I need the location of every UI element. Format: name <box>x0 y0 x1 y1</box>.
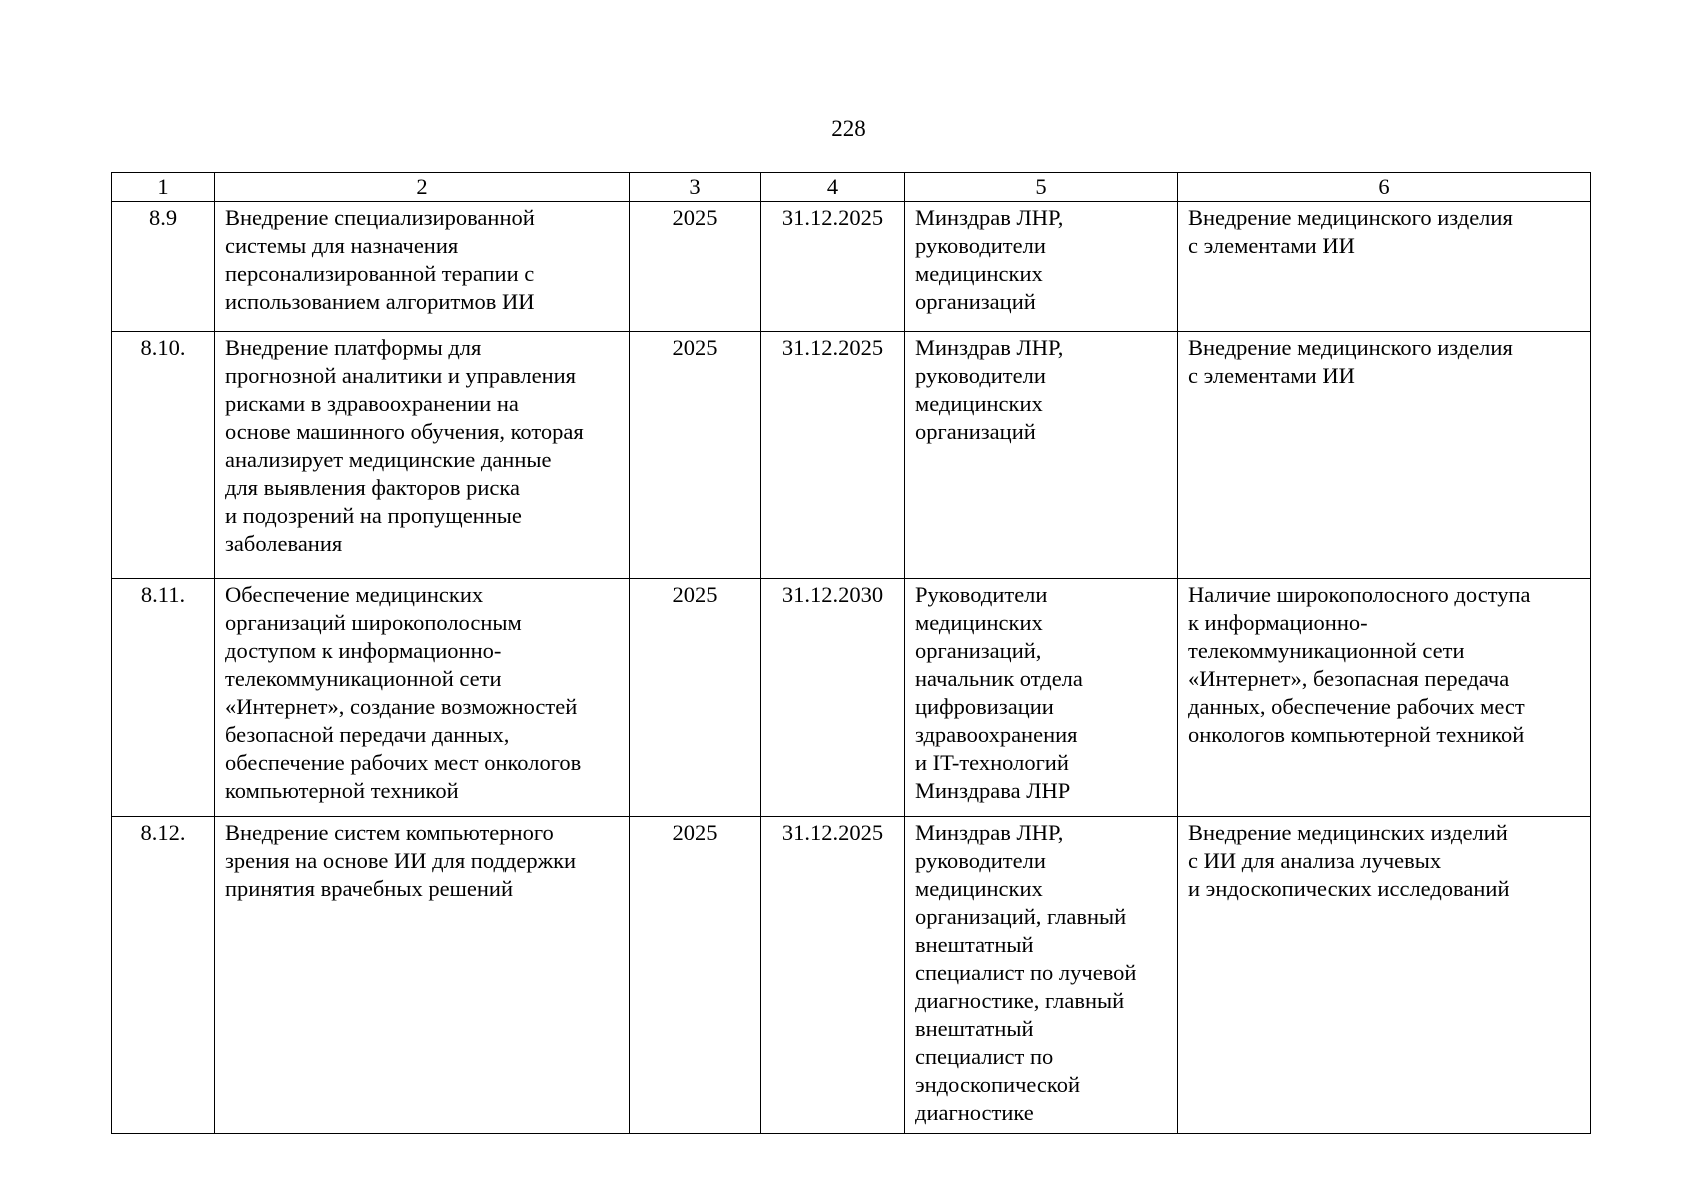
activity-line: организаций широкополосным <box>225 610 522 635</box>
responsible-line: руководители <box>915 233 1046 258</box>
result-line: данных, обеспечение рабочих мест <box>1188 694 1525 719</box>
start-year: 2025 <box>630 332 761 579</box>
responsible-cell <box>905 202 1178 332</box>
activity-cell <box>215 202 630 332</box>
table-row <box>112 202 1591 332</box>
activity-line: заболевания <box>225 531 343 556</box>
activity-line: рисками в здравоохранении на <box>225 391 519 416</box>
deadline-date: 31.12.2030 <box>761 579 905 817</box>
responsible-line: и IT-технологий <box>915 750 1069 775</box>
activity-line: компьютерной техникой <box>225 778 459 803</box>
responsible-line: внештатный <box>915 1016 1034 1041</box>
header-col-4: 4 <box>761 173 905 202</box>
responsible-line: руководители <box>915 848 1046 873</box>
header-row <box>112 173 1591 202</box>
responsible-line: специалист по <box>915 1044 1054 1069</box>
result-line: Внедрение медицинских изделий <box>1188 820 1508 845</box>
result-line: с ИИ для анализа лучевых <box>1188 848 1442 873</box>
row-number: 8.9 <box>112 202 215 332</box>
activity-line: основе машинного обучения, которая <box>225 419 584 444</box>
responsible-line: эндоскопической <box>915 1072 1080 1097</box>
responsible-line: медицинских <box>915 610 1043 635</box>
deadline-date: 31.12.2025 <box>761 332 905 579</box>
activity-line: персонализированной терапии с <box>225 261 535 286</box>
responsible-line: медицинских <box>915 876 1043 901</box>
responsible-cell <box>905 817 1178 1134</box>
responsible-line: диагностике, главный <box>915 988 1125 1013</box>
row-number: 8.11. <box>112 579 215 817</box>
result-line: к информационно- <box>1188 610 1368 635</box>
result-line: с элементами ИИ <box>1188 363 1355 388</box>
responsible-line: медицинских <box>915 391 1043 416</box>
activity-line: анализирует медицинские данные <box>225 447 552 472</box>
responsible-line: Минздрав ЛНР, <box>915 335 1064 360</box>
responsible-line: Минздрав ЛНР, <box>915 820 1064 845</box>
start-year: 2025 <box>630 817 761 1134</box>
result-line: с элементами ИИ <box>1188 233 1355 258</box>
responsible-cell <box>905 579 1178 817</box>
table-row <box>112 332 1591 579</box>
responsible-line: организаций, <box>915 638 1042 663</box>
row-number: 8.10. <box>112 332 215 579</box>
responsible-line: медицинских <box>915 261 1043 286</box>
activity-line: зрения на основе ИИ для поддержки <box>225 848 577 873</box>
deadline-date: 31.12.2025 <box>761 202 905 332</box>
result-line: телекоммуникационной сети <box>1188 638 1465 663</box>
responsible-line: организаций <box>915 289 1036 314</box>
activity-line: прогнозной аналитики и управления <box>225 363 577 388</box>
activity-line: и подозрений на пропущенные <box>225 503 522 528</box>
result-cell <box>1178 332 1591 579</box>
deadline-date: 31.12.2025 <box>761 817 905 1134</box>
responsible-line: здравоохранения <box>915 722 1078 747</box>
activities-table <box>111 172 1591 1134</box>
responsible-line: Руководители <box>915 582 1048 607</box>
responsible-line: диагностике <box>915 1100 1034 1125</box>
result-line: и эндоскопических исследований <box>1188 876 1510 901</box>
result-cell <box>1178 817 1591 1134</box>
row-number: 8.12. <box>112 817 215 1134</box>
result-line: Внедрение медицинского изделия <box>1188 205 1513 230</box>
activity-line: доступом к информационно- <box>225 638 502 663</box>
activity-line: Обеспечение медицинских <box>225 582 484 607</box>
activity-line: Внедрение специализированной <box>225 205 535 230</box>
result-line: Наличие широкополосного доступа <box>1188 582 1531 607</box>
responsible-line: цифровизации <box>915 694 1054 719</box>
page-number: 228 <box>831 116 866 141</box>
activity-line: телекоммуникационной сети <box>225 666 502 691</box>
header-col-6: 6 <box>1178 173 1591 202</box>
responsible-line: начальник отдела <box>915 666 1083 691</box>
header-col-3: 3 <box>630 173 761 202</box>
responsible-line: внештатный <box>915 932 1034 957</box>
activity-line: системы для назначения <box>225 233 459 258</box>
responsible-line: руководители <box>915 363 1046 388</box>
responsible-line: организаций, главный <box>915 904 1127 929</box>
activity-line: Внедрение платформы для <box>225 335 482 360</box>
activity-line: для выявления факторов риска <box>225 475 520 500</box>
activity-cell <box>215 579 630 817</box>
table-row <box>112 817 1591 1134</box>
responsible-line: организаций <box>915 419 1036 444</box>
result-line: «Интернет», безопасная передача <box>1188 666 1510 691</box>
result-line: онкологов компьютерной техникой <box>1188 722 1525 747</box>
activity-line: обеспечение рабочих мест онкологов <box>225 750 582 775</box>
activity-line: «Интернет», создание возможностей <box>225 694 578 719</box>
result-line: Внедрение медицинского изделия <box>1188 335 1513 360</box>
responsible-line: Минздрава ЛНР <box>915 778 1071 803</box>
activity-line: принятия врачебных решений <box>225 876 513 901</box>
header-col-5: 5 <box>905 173 1178 202</box>
activity-cell <box>215 332 630 579</box>
result-cell <box>1178 202 1591 332</box>
table-body <box>112 202 1591 1134</box>
start-year: 2025 <box>630 202 761 332</box>
activity-line: безопасной передачи данных, <box>225 722 510 747</box>
activity-cell <box>215 817 630 1134</box>
header-col-1: 1 <box>112 173 215 202</box>
header-col-2: 2 <box>215 173 630 202</box>
table-header <box>112 173 1591 202</box>
start-year: 2025 <box>630 579 761 817</box>
responsible-cell <box>905 332 1178 579</box>
responsible-line: специалист по лучевой <box>915 960 1137 985</box>
activity-line: Внедрение систем компьютерного <box>225 820 554 845</box>
activity-line: использованием алгоритмов ИИ <box>225 289 535 314</box>
table-row <box>112 579 1591 817</box>
result-cell <box>1178 579 1591 817</box>
responsible-line: Минздрав ЛНР, <box>915 205 1064 230</box>
